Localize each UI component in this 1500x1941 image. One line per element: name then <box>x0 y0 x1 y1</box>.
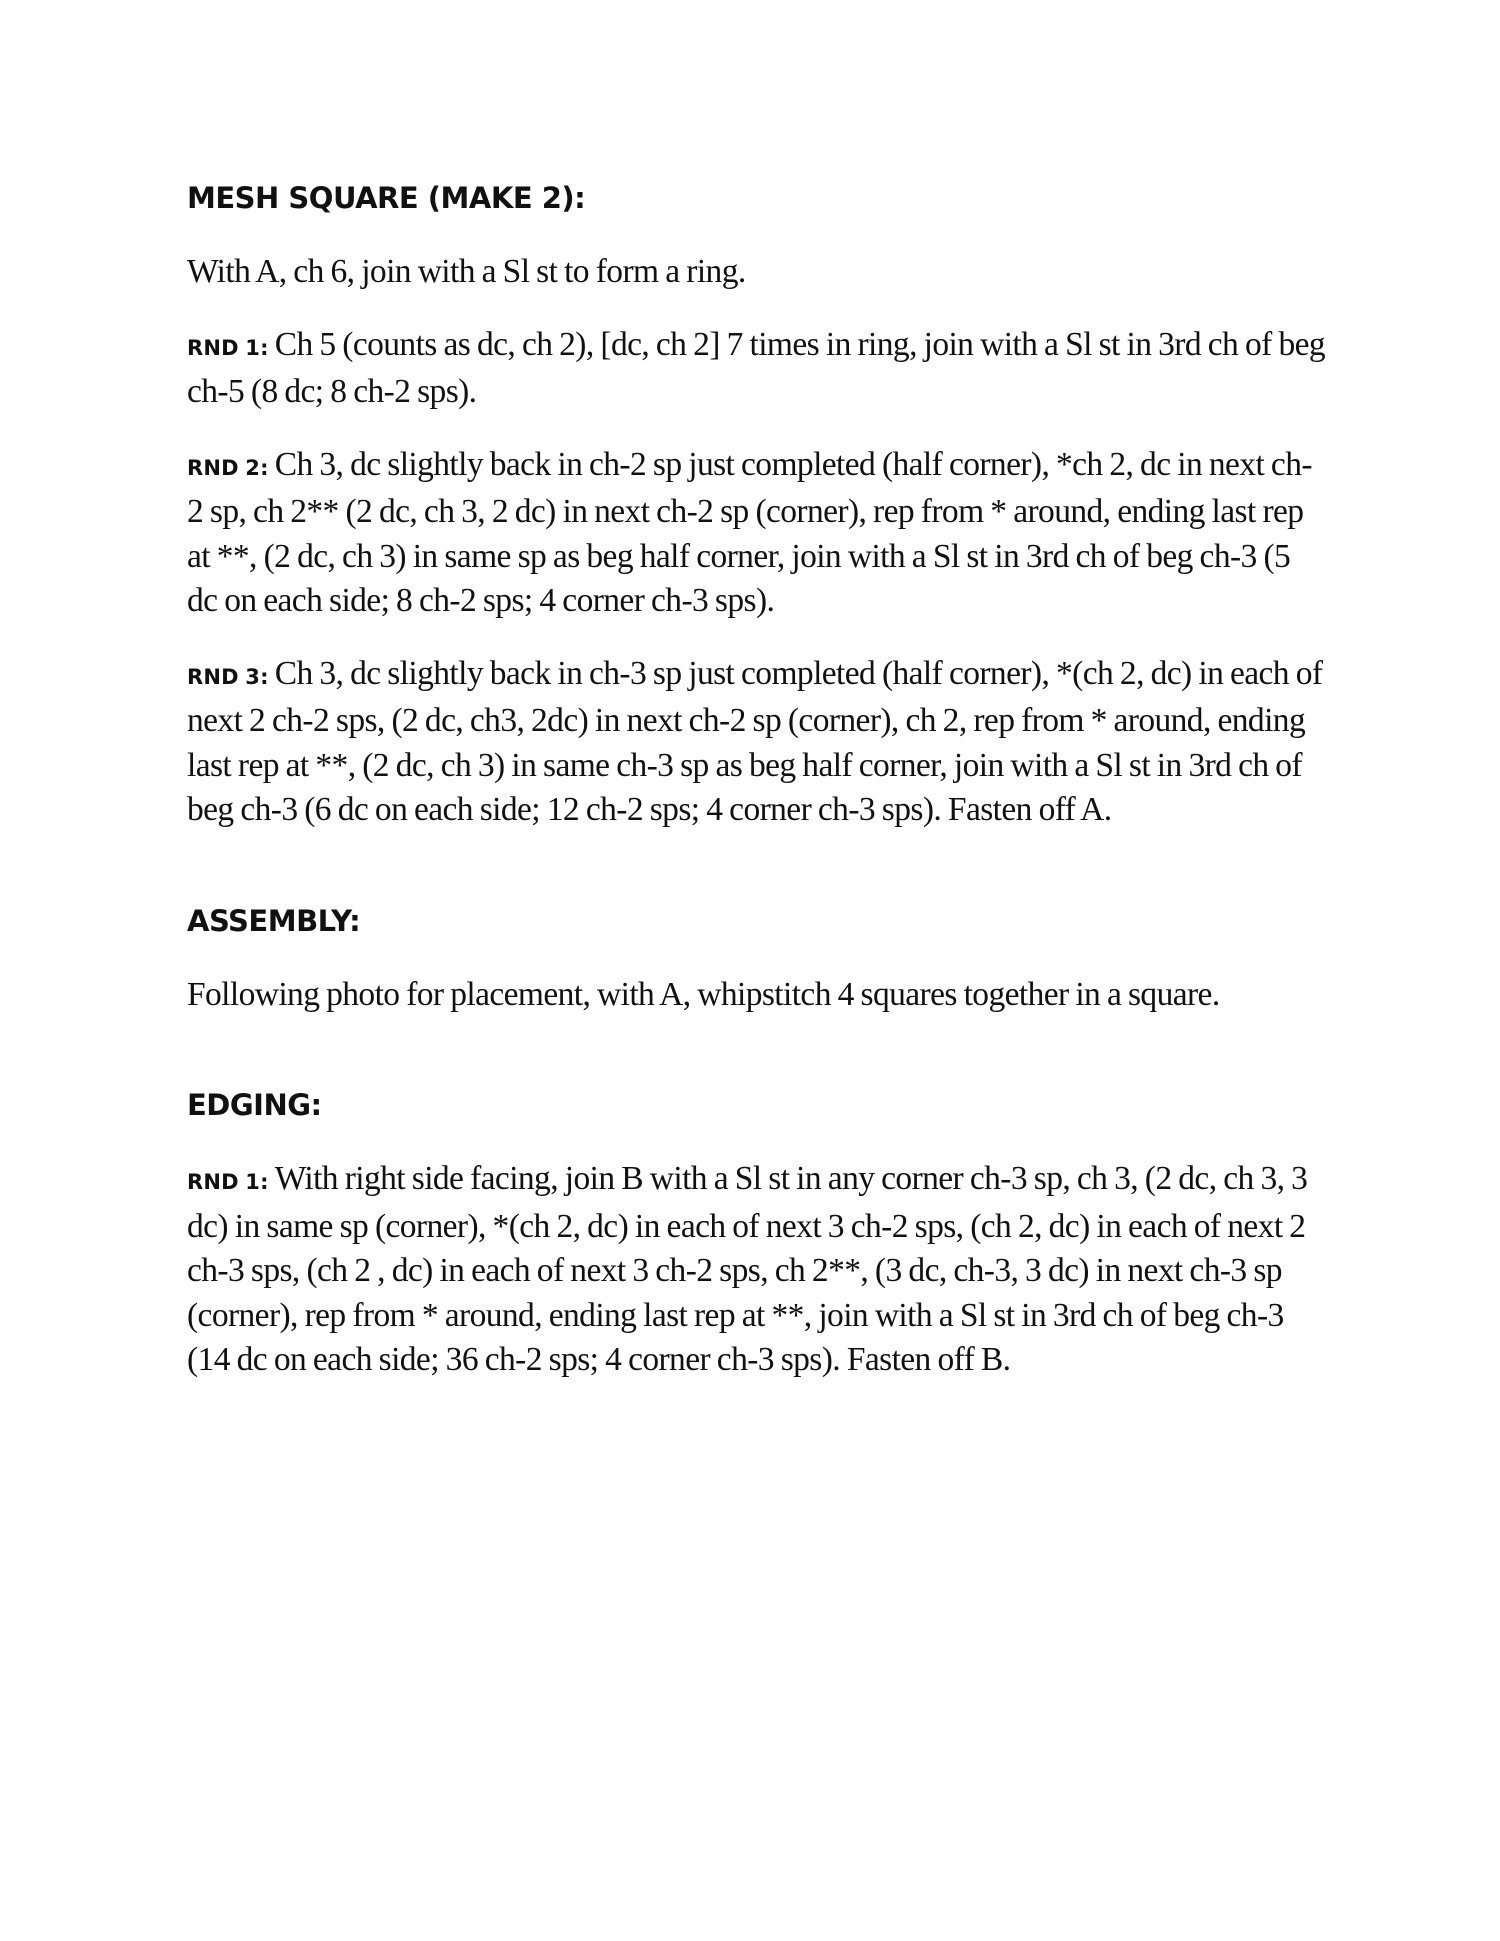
round-text: Ch 3, dc slightly back in ch-2 sp just completed (half corner), *ch 2, dc in next ch-2 sp, ch 2** (2 dc, ch 3, 2 dc) in next ch-2 sp (corner), rep from * around, ending last rep at **, (2 dc, ch 3) in same sp as beg half corner, join with a Sl st in 3rd ch of beg ch-3 (5 dc on each side; 8 ch-2 sps; 4 corner ch-3 sps). <box>187 445 1312 619</box>
assembly-text: Following photo for placement, with A, whipstitch 4 squares together in a square. <box>187 975 1220 1013</box>
round-label: RND 1: <box>187 1170 269 1194</box>
round-text: With right side facing, join B with a Sl st in any corner ch-3 sp, ch 3, (2 dc, ch 3, 3 dc) in same sp (corner), *(ch 2, dc) in each of next 3 ch-2 sps, (ch 2, dc) in each of next 2 ch-3 sps, (ch 2 , dc) in each of next 3 ch-2 sps, ch 2**, (3 dc, ch-3, 3 dc) in next ch-3 sp (corner), rep from * around, ending last rep at **, join with a Sl st in 3rd ch of beg ch-3 (14 dc on each side; 36 ch-2 sps; 4 corner ch-3 sps). Fasten off B. <box>187 1160 1308 1378</box>
section-gap <box>187 861 1327 899</box>
edging-round-1 <box>187 1157 1327 1383</box>
round-label: RND 3: <box>187 664 269 689</box>
edging-heading: EDGING: <box>187 1088 322 1122</box>
mesh-square-intro: With A, ch 6, join with a Sl st to form a ring. <box>187 253 746 290</box>
round-text: Ch 5 (counts as dc, ch 2), [dc, ch 2] 7 times in ring, join with a Sl st in 3rd ch of beg ch-5 (8 dc; 8 ch-2 sps). <box>187 325 1326 410</box>
round-label: RND 1: <box>187 335 269 360</box>
assembly-heading: ASSEMBLY: <box>187 903 361 938</box>
pattern-page <box>187 176 1327 1411</box>
mesh-round-2 <box>187 443 1327 624</box>
round-text: Ch 3, dc slightly back in ch-3 sp just completed (half corner), *(ch 2, dc) in each of next 2 ch-2 sps, (2 dc, ch3, 2dc) in next ch-2 sp (corner), ch 2, rep from * around, ending last rep at **, (2 dc, ch 3) in same ch-3 sp as beg half corner, join with a Sl st in 3rd ch of beg ch-3 (6 dc on each side; 12 ch-2 sps; 4 corner ch-3 sps). Fasten off A. <box>187 654 1323 828</box>
mesh-round-1 <box>187 323 1327 415</box>
round-label: RND 2: <box>187 455 269 480</box>
mesh-round-3 <box>187 652 1327 833</box>
mesh-square-heading: MESH SQUARE (MAKE 2): <box>187 181 586 215</box>
section-gap <box>187 1045 1327 1083</box>
